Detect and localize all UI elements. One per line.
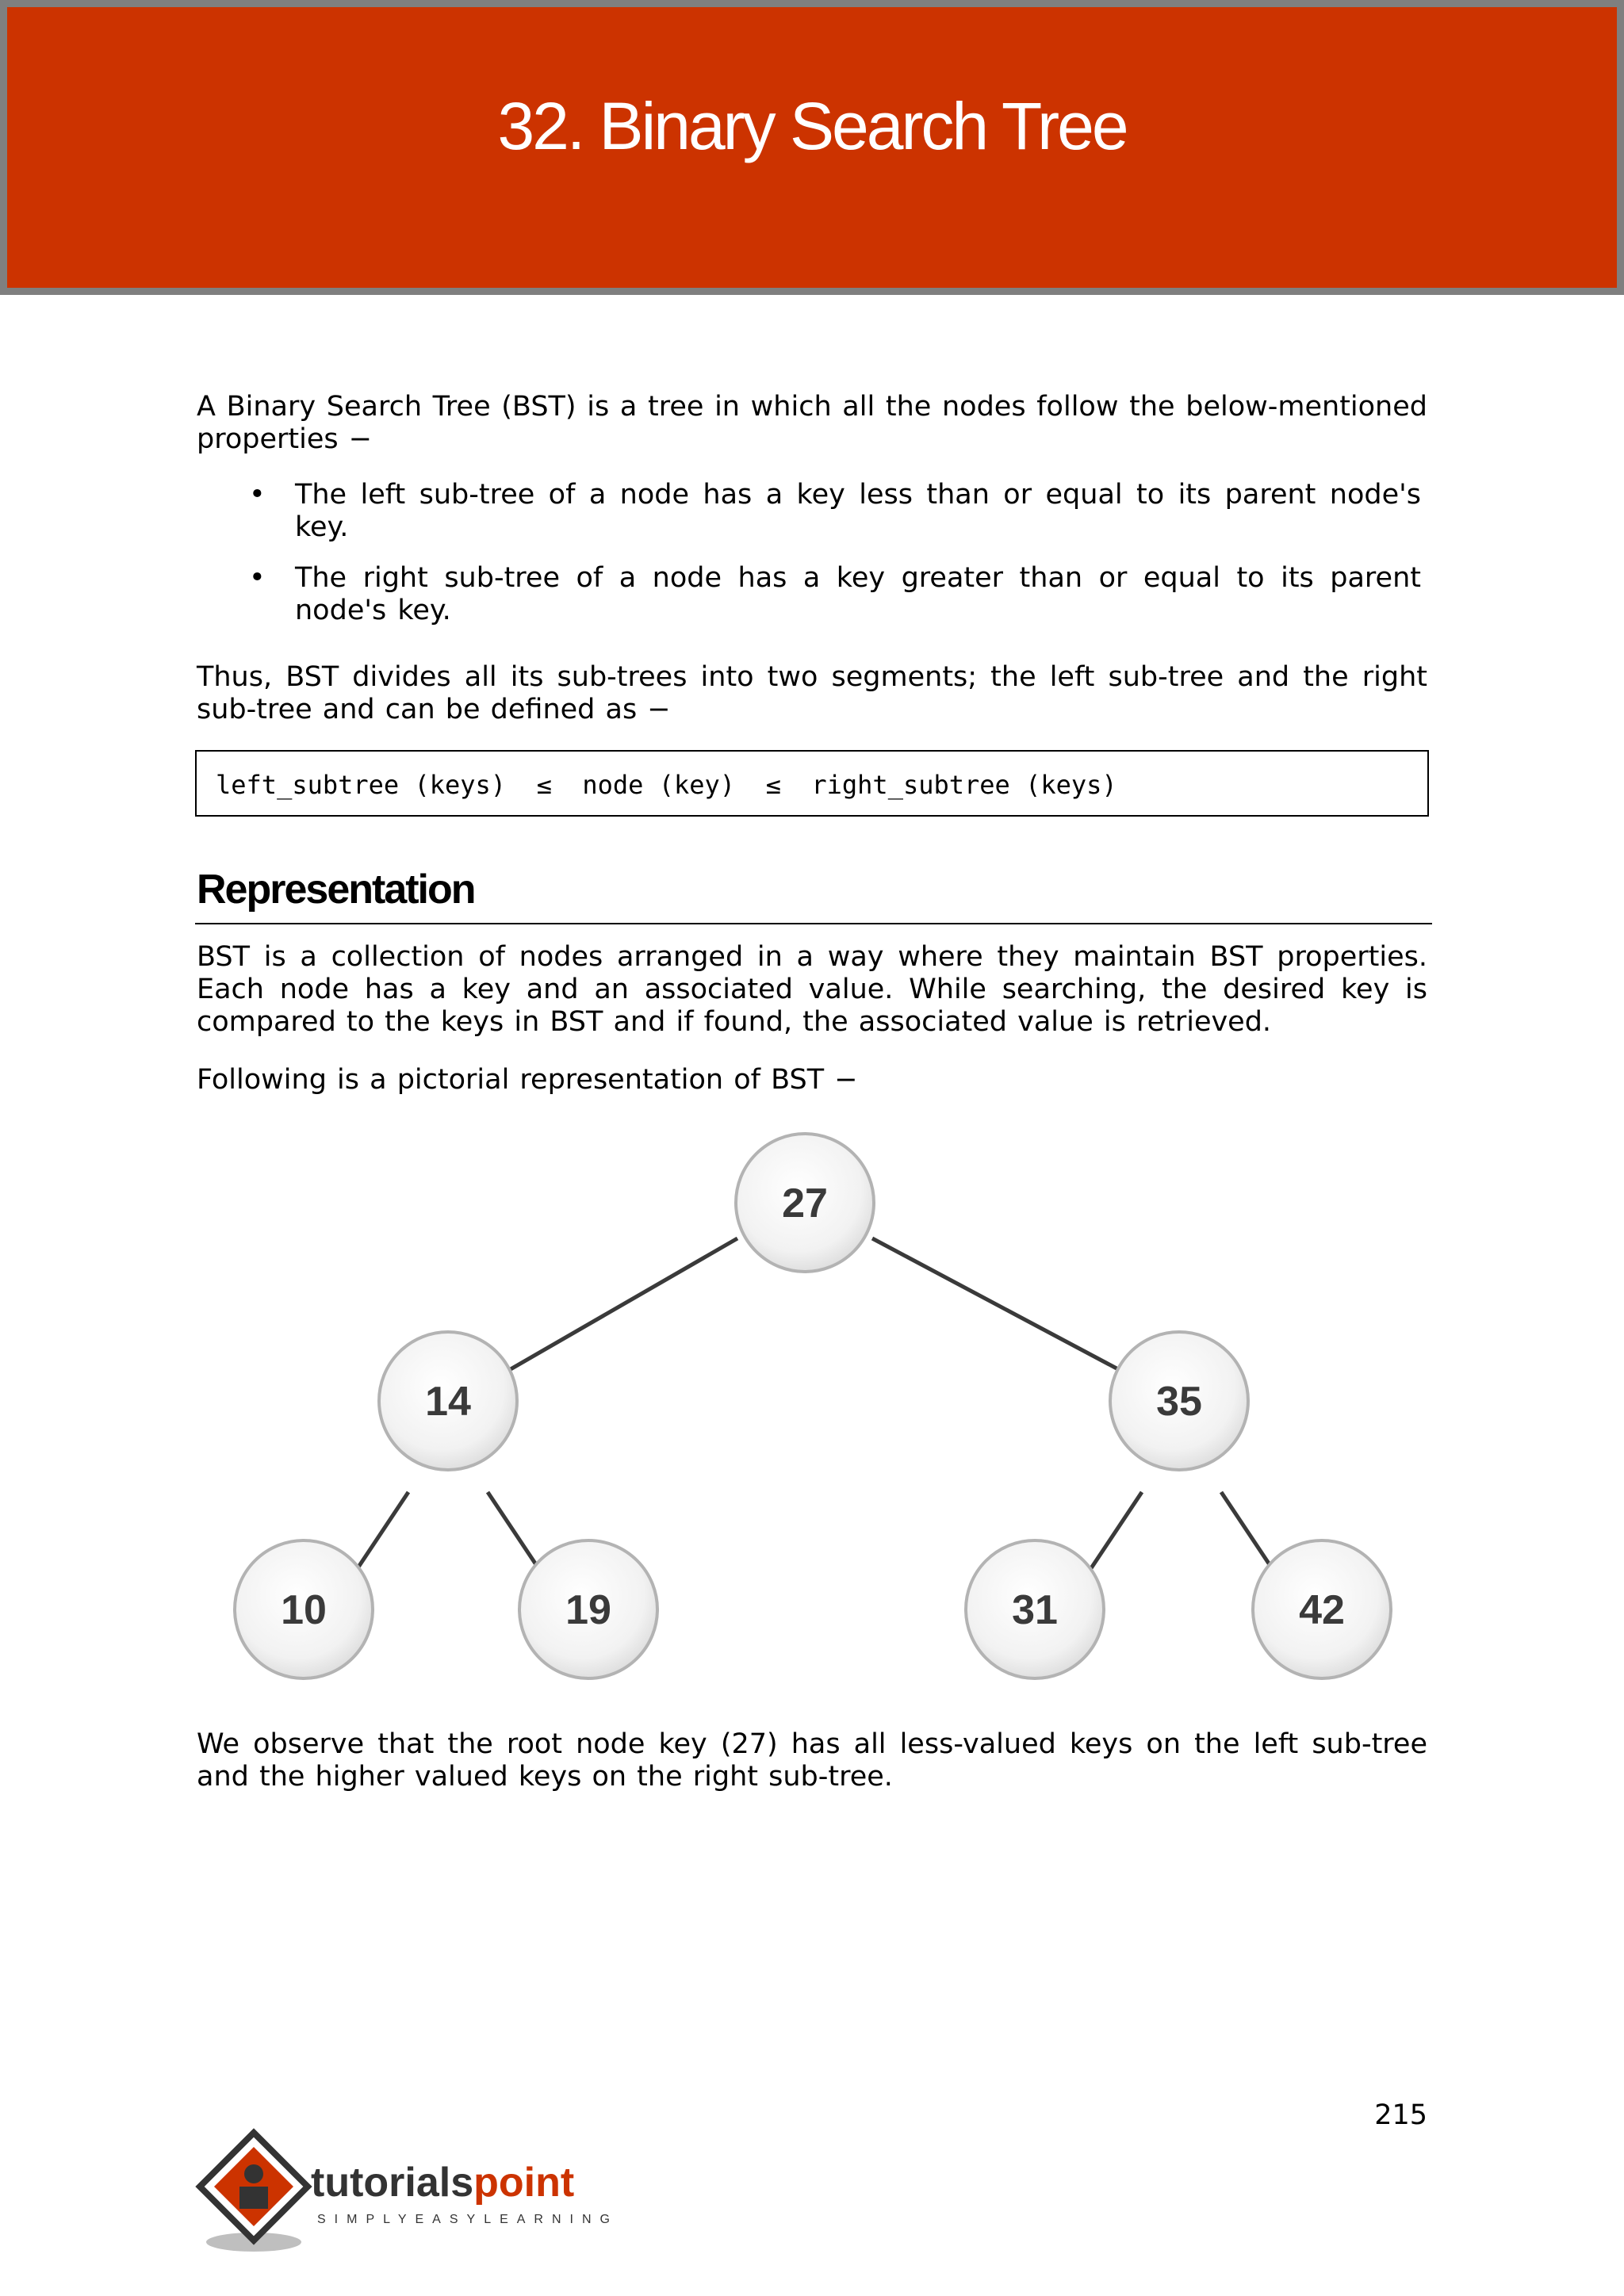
- bullet-text: The right sub-tree of a node has a key greater than or equal to its parent node's key.: [295, 562, 1421, 626]
- logo-tagline: SIMPLYEASYLEARNING: [317, 2213, 619, 2226]
- node-key: 42: [1299, 1587, 1345, 1633]
- tree-node-root: [736, 1134, 874, 1272]
- node-key: 14: [425, 1379, 471, 1425]
- tutorialspoint-logo: [190, 2125, 634, 2260]
- logo-name: tutorialspoint: [311, 2160, 575, 2206]
- node-key: 35: [1156, 1379, 1202, 1425]
- representation-paragraph: BST is a collection of nodes arranged in a way where they maintain BST properties. Each node has a key and an associated value. While searching, the desired key is compared to the keys in BST and if found, the associated value is retrieved.: [197, 941, 1427, 1038]
- chapter-title: 32. Binary Search Tree: [497, 89, 1127, 163]
- tree-node: [235, 1540, 373, 1678]
- bullet-dot-icon: •: [249, 479, 266, 511]
- node-key: 31: [1012, 1587, 1058, 1633]
- heading-divider: [195, 923, 1432, 924]
- edge-27-35: [872, 1238, 1130, 1376]
- node-key: 10: [281, 1587, 327, 1633]
- tree-node: [519, 1540, 657, 1678]
- tree-node: [379, 1332, 517, 1470]
- node-key: 19: [565, 1587, 611, 1633]
- bullet-dot-icon: •: [249, 562, 266, 594]
- section-heading: Representation: [197, 867, 475, 913]
- figure-intro: Following is a pictorial representation of BST −: [197, 1064, 858, 1096]
- tree-node: [1253, 1540, 1391, 1678]
- tree-node: [1110, 1332, 1248, 1470]
- chapter-header: [0, 0, 1624, 295]
- bullet-item: [251, 562, 1421, 627]
- node-key: 27: [782, 1181, 828, 1226]
- bst-diagram: [214, 1119, 1419, 1698]
- tree-node: [966, 1540, 1104, 1678]
- intro-paragraph: A Binary Search Tree (BST) is a tree in which all the nodes follow the below-mentioned properties −: [197, 391, 1427, 455]
- code-text: left_subtree (keys) ≤ node (key) ≤ right_subtree (keys): [216, 770, 1117, 800]
- bullet-text: The left sub-tree of a node has a key less than or equal to its parent node's key.: [295, 479, 1421, 543]
- bullet-item: [251, 479, 1421, 544]
- page-number: 215: [1374, 2099, 1427, 2131]
- definition-paragraph: Thus, BST divides all its sub-trees into two segments; the left sub-tree and the right sub-tree and can be defined as −: [197, 661, 1427, 725]
- edge-27-14: [500, 1238, 737, 1376]
- observation-paragraph: We observe that the root node key (27) has all less-valued keys on the left sub-tree and the higher valued keys on the right sub-tree.: [197, 1728, 1427, 1793]
- code-block: [195, 750, 1429, 817]
